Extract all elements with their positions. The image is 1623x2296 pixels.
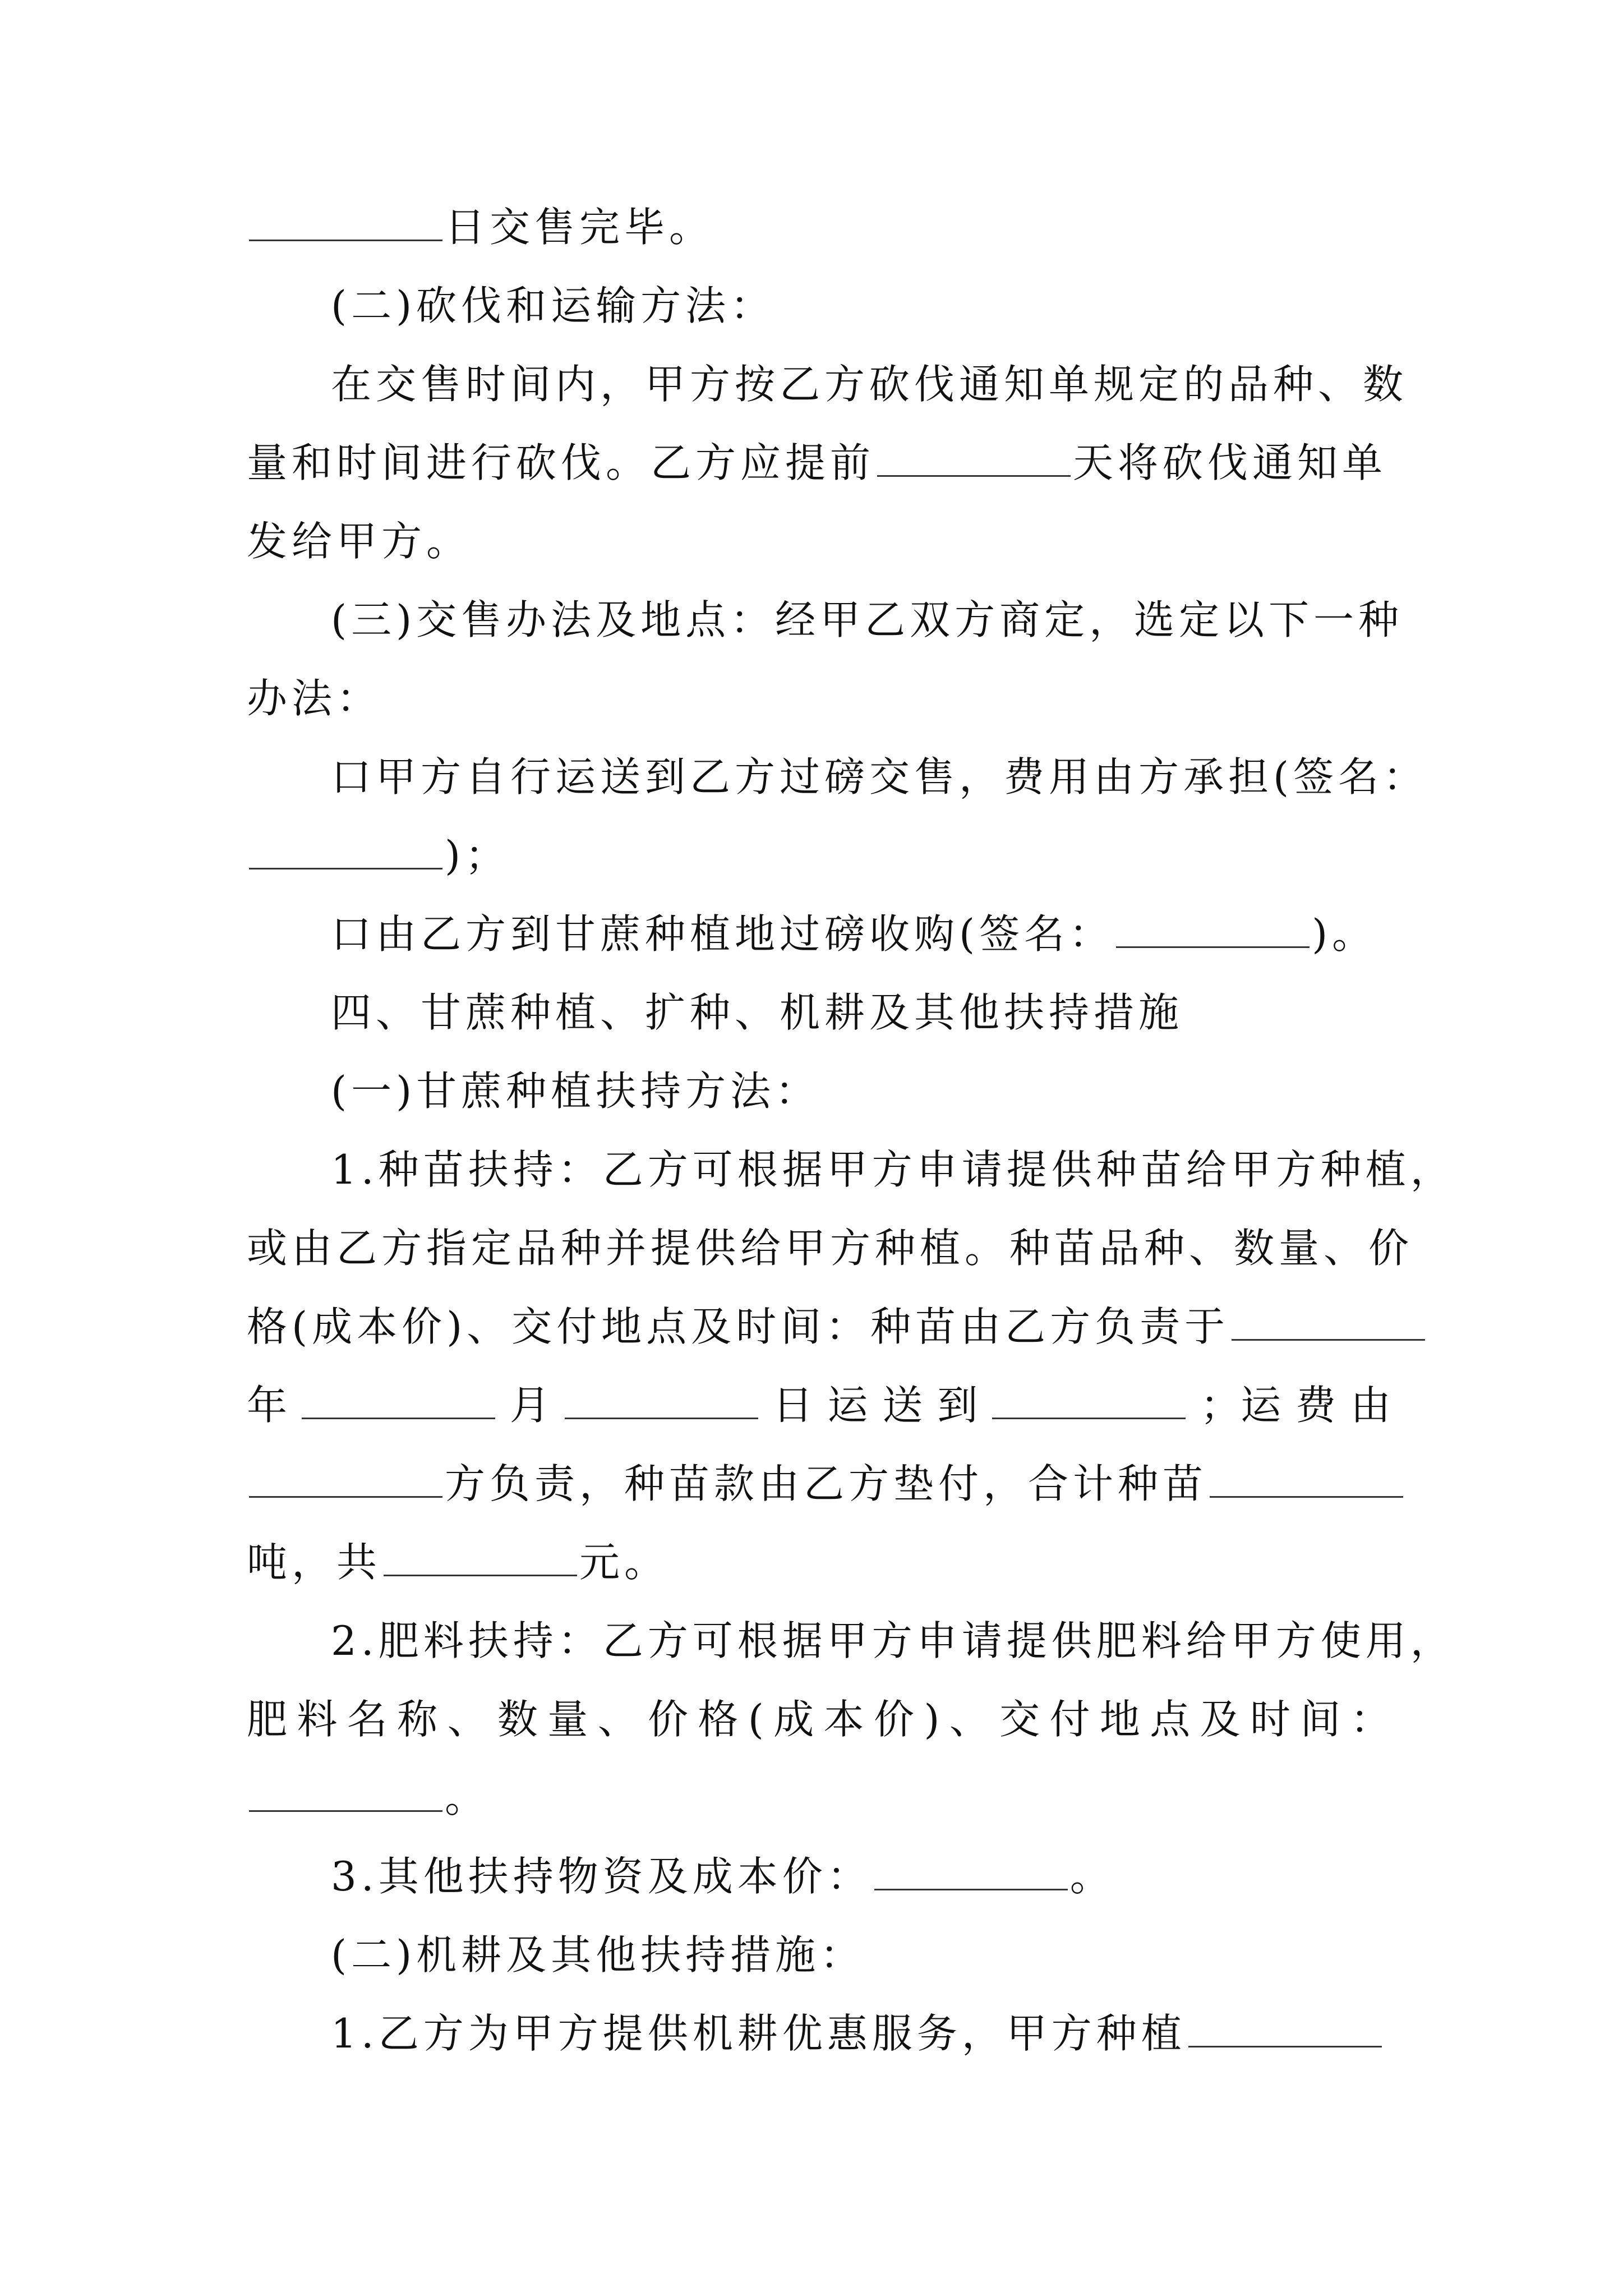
fill-blank[interactable]	[249, 1775, 442, 1812]
text-line-7	[247, 670, 1391, 726]
line-text: 吨，共	[247, 1539, 382, 1586]
fill-blank[interactable]	[1232, 1304, 1425, 1341]
text-line-14	[247, 1220, 1414, 1276]
text-line-5	[247, 513, 1391, 569]
line-text: (二)砍伐和运输方法：	[331, 282, 776, 329]
line-text: 1.乙方为甲方提供机耕优惠服务，甲方种植	[331, 2010, 1186, 2057]
line-text: 在交售时间内，甲方按乙方砍伐通知单规定的品种、数	[331, 361, 1408, 408]
line-word: 间	[1300, 1696, 1341, 1743]
option-field-purchase	[247, 906, 1391, 962]
fill-blank[interactable]	[249, 1461, 442, 1498]
text-line-1	[247, 199, 1391, 255]
text-line-4	[247, 435, 1391, 491]
line-text: 口甲方自行运送到乙方过磅交售，费用由方承担(签名：	[331, 753, 1428, 800]
line-text: 或由乙方指定品种并提供给甲方种植。种苗品种、数量、价	[247, 1225, 1414, 1272]
line-text: 量和时间进行砍伐。乙方应提前	[247, 439, 875, 486]
line-word: 月	[509, 1382, 550, 1429]
line-word: 费	[1295, 1382, 1336, 1429]
line-word: 、	[949, 1696, 990, 1743]
fill-blank[interactable]	[384, 1540, 577, 1576]
line-word: 名	[347, 1696, 388, 1743]
line-word: 点	[1150, 1696, 1191, 1743]
line-text: 2.肥料扶持：乙方可根据甲方申请提供肥料给甲方使用，	[331, 1617, 1455, 1664]
fill-blank[interactable]	[249, 205, 442, 241]
line-word: ：	[1350, 1696, 1391, 1743]
line-text: )；	[445, 832, 510, 879]
text-line-13	[247, 1142, 1455, 1198]
line-text: 。	[445, 1774, 490, 1821]
section-heading-four	[247, 984, 1391, 1041]
line-word: 由	[1350, 1382, 1391, 1429]
line-word: 量	[547, 1696, 588, 1743]
line-text: 日交售完毕。	[445, 204, 714, 251]
line-text: (二)机耕及其他扶持措施：	[331, 1931, 865, 1978]
signature-blank[interactable]	[249, 833, 442, 869]
text-line-17	[247, 1456, 1391, 1512]
year-blank[interactable]	[302, 1383, 495, 1419]
line-word: 年	[247, 1382, 288, 1429]
line-text: 口由乙方到甘蔗种植地过磅收购(签名：	[331, 910, 1114, 958]
line-text: 格(成本价)、交付地点及时间：种苗由乙方负责于	[247, 1303, 1230, 1350]
line-word: (	[748, 1696, 764, 1743]
line-text: (一)甘蔗种植扶持方法：	[331, 1068, 820, 1115]
text-line-21	[247, 1770, 1391, 1826]
line-text: 方负责，种苗款由乙方垫付，合计种苗	[445, 1460, 1208, 1507]
fill-blank[interactable]	[877, 440, 1071, 477]
fill-blank[interactable]	[874, 1854, 1068, 1890]
line-word: 、	[597, 1696, 638, 1743]
line-word: 本	[823, 1696, 864, 1743]
line-word: 肥	[247, 1696, 288, 1743]
line-word: 、	[447, 1696, 488, 1743]
line-text: 四、甘蔗种植、扩种、机耕及其他扶持措施	[331, 989, 1184, 1036]
date-delivery-line	[247, 1377, 1391, 1433]
line-word: 地	[1099, 1696, 1140, 1743]
line-word: 及	[1200, 1696, 1241, 1743]
line-word: 格	[698, 1696, 739, 1743]
destination-blank[interactable]	[992, 1383, 1186, 1419]
line-text: (三)交售办法及地点：经甲乙双方商定，选定以下一种	[331, 596, 1404, 643]
line-text: 元。	[579, 1539, 670, 1586]
fill-blank[interactable]	[1188, 2011, 1382, 2047]
line-word: 成	[773, 1696, 814, 1743]
line-word: 运	[827, 1382, 868, 1429]
text-line-22	[247, 1848, 1391, 1904]
text-line-3	[247, 356, 1408, 412]
signature-line-1	[247, 827, 1391, 884]
line-text: )。	[1312, 910, 1377, 958]
line-word: 料	[297, 1696, 338, 1743]
option-self-delivery	[247, 749, 1428, 805]
line-word: )	[924, 1696, 940, 1743]
line-word: ；运	[1200, 1382, 1281, 1429]
fertilizer-detail-line	[247, 1691, 1391, 1747]
signature-blank[interactable]	[1116, 912, 1310, 948]
text-line-18	[247, 1534, 1391, 1590]
section-heading-planting-support	[247, 1063, 1391, 1119]
text-line-24	[247, 2005, 1391, 2062]
fill-blank[interactable]	[1210, 1461, 1403, 1498]
text-line-19	[247, 1613, 1455, 1669]
line-word: 价	[648, 1696, 689, 1743]
text-line-15	[247, 1299, 1391, 1355]
month-blank[interactable]	[565, 1383, 758, 1419]
line-word: 价	[873, 1696, 914, 1743]
line-word: 交	[999, 1696, 1040, 1743]
line-word: 日	[772, 1382, 813, 1429]
line-word: 时	[1250, 1696, 1291, 1743]
line-word: 到	[937, 1382, 978, 1429]
section-heading-sale-method	[247, 592, 1404, 648]
line-text: 3.其他扶持物资及成本价：	[331, 1853, 872, 1900]
section-heading-cutting-transport	[247, 278, 1391, 334]
section-heading-machinery-support	[247, 1927, 1391, 1983]
line-word: 送	[882, 1382, 923, 1429]
line-text: 天将砍伐通知单	[1073, 439, 1387, 486]
line-word: 数	[497, 1696, 538, 1743]
line-text: 办法：	[247, 675, 382, 722]
line-text: 发给甲方。	[247, 518, 472, 565]
line-word: 付	[1049, 1696, 1090, 1743]
line-text: 1.种苗扶持：乙方可根据甲方申请提供种苗给甲方种植，	[331, 1146, 1455, 1193]
line-word: 称	[397, 1696, 438, 1743]
line-text: 。	[1069, 1853, 1115, 1900]
